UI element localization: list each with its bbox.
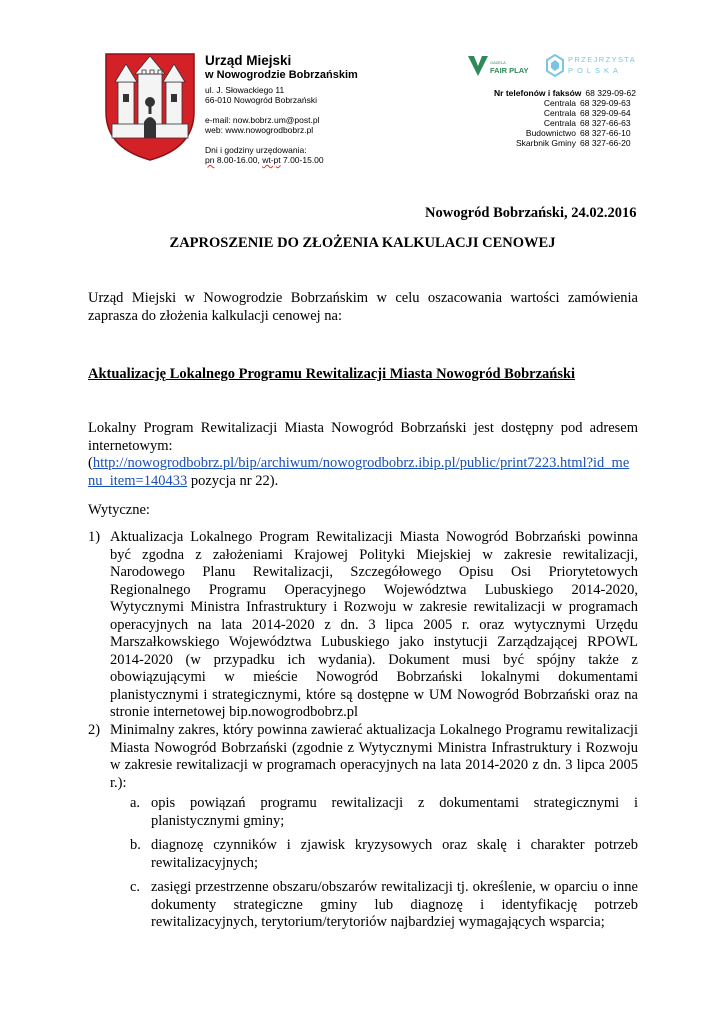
sub-item-text: opis powiązań programu rewitalizacji z dokumentami strategicznymi i planistycznymi gminy; xyxy=(151,795,638,829)
address-street: ul. J. Słowackiego 11 xyxy=(205,85,285,95)
phone-row xyxy=(496,98,636,108)
sub-item-letter: c. xyxy=(130,879,141,895)
hours-time-b: 7.00-15.00 xyxy=(280,155,324,165)
email-line[interactable]: e-mail: now.bobrz.um@post.pl xyxy=(205,115,320,125)
phone-row xyxy=(496,108,636,118)
fair-play-text: FAIR PLAY xyxy=(490,66,529,75)
phone-row xyxy=(496,128,636,138)
position-text: pozycja nr 22). xyxy=(187,472,279,489)
phone-label: Nr telefonów i faksów xyxy=(494,88,582,98)
web-line[interactable]: web: www.nowogrodbobrz.pl xyxy=(205,125,314,135)
item-number: 2) xyxy=(88,722,101,738)
phone-row xyxy=(496,138,636,148)
org-name: Urząd Miejski xyxy=(205,53,292,68)
sub-item-letter: b. xyxy=(130,837,141,853)
phone-number: 68 329-09-62 xyxy=(585,88,636,98)
phone-number: 68 327-66-10 xyxy=(580,128,631,138)
item-text: Aktualizacja Lokalnego Program Rewitalizacji Miasta Nowogród Bobrzański powinna być zgodna z założeniami Krajowej Polityki Miejskiej w zakresie rewitalizacji, Narodowego Planu Rewitalizacji, Szczegółowego Opisu Osi Priorytetowych Regionalnego Programu Operacyjnego Województwa Lubuskiego 2014-2020, Wytycznymi Ministra Infrastruktury i Rozwoju w zakresie rewitalizacji w programach operacyjnych na lata 2014-2020 z dn. 3 lipca 2005 r. oraz wytycznymi Urzędu Marszałkowskiego Województwa Lubuskiego jako instytucji Zarządzającej RPOWL 2014-2020 (w przypadku ich wydania). Dokument musi być spójny także z obowiązującymi w mieście Nowogród Bobrzański lokalnymi dokumentami planistycznymi i strategicznymi, które są dostępne w UM Nowogród Bobrzański oraz na stronie internetowej bip.nowogrodbobrz.pl xyxy=(110,529,638,720)
place-and-date: Nowogród Bobrzański, 24.02.2016 xyxy=(425,205,637,221)
guidelines-label: Wytyczne: xyxy=(88,502,150,518)
item-text: Minimalny zakres, który powinna zawierać aktualizacja Lokalnego Programu rewitalizacji Miasta Nowogród Bobrzański (zgodnie z Wytycznymi Ministra Infrastruktury i Rozwoju w zakresie rewitalizacji w programach operacyjnych na lata 2014-2020 z dn. 3 lipca 2005 r.): xyxy=(110,722,638,791)
phone-row xyxy=(496,118,636,128)
phone-list xyxy=(496,88,636,148)
phone-label: Budownictwo xyxy=(525,128,576,138)
phone-label: Centrala xyxy=(543,98,576,108)
sub-item-text: zasięgi przestrzenne obszaru/obszarów rewitalizacji tj. określenie, w oparciu o inne dokumenty strategiczne gminy lub diagnozę i identyfikację potrzeb rewitalizacyjnych, terytorium/terytoriów najbardziej wymagających wsparcia; xyxy=(151,879,638,930)
org-subtitle: w Nowogrodzie Bobrzańskim xyxy=(205,69,358,81)
phone-row xyxy=(496,88,636,98)
phone-number: 68 327-66-20 xyxy=(580,138,631,148)
item-number: 1) xyxy=(88,529,101,545)
phone-number: 68 327-66-63 xyxy=(580,118,631,128)
phone-label: Skarbnik Gminy xyxy=(516,138,576,148)
sub-item-letter: a. xyxy=(130,795,141,811)
availability-text: Lokalny Program Rewitalizacji Miasta Nowogród Bobrzański jest dostępny pod adresem internetowym: xyxy=(88,420,638,454)
office-hours-label: Dni i godziny urzędowania: xyxy=(205,145,307,155)
intro-paragraph: Urząd Miejski w Nowogrodzie Bobrzańskim w celu oszacowania wartości zamówienia zaprasza do złożenia kalkulacji cenowej na: xyxy=(88,290,638,324)
phone-label: Centrala xyxy=(543,108,576,118)
phone-number: 68 329-09-64 xyxy=(580,108,631,118)
availability-paragraph xyxy=(88,420,638,490)
phone-number: 68 329-09-63 xyxy=(580,98,631,108)
subject-line: Aktualizację Lokalnego Programu Rewitalizacji Miasta Nowogród Bobrzański xyxy=(88,366,576,382)
phone-label: Centrala xyxy=(543,118,576,128)
office-hours xyxy=(205,155,324,165)
hours-day-b: wt-pt xyxy=(262,155,281,165)
coat-of-arms-icon xyxy=(104,52,196,162)
program-link[interactable]: http://nowogrodbobrz.pl/bip/archiwum/nowogrodbobrz.ibip.pl/public/print7223.html?id_me xyxy=(92,455,630,471)
przejrzysta-text: PRZEJRZYSTA xyxy=(568,55,637,64)
paren-open: ( xyxy=(88,455,93,471)
hours-time-a: 8.00-16.00, xyxy=(214,155,263,165)
sub-item-text: diagnozę czynników i zjawisk kryzysowych oraz skalę i charakter potrzeb rewitalizacyjnych; xyxy=(151,837,638,871)
polska-text: POLSKA xyxy=(568,66,623,75)
program-link-cont[interactable]: nu_item=140433 xyxy=(88,472,188,489)
address-city: 66-010 Nowogród Bobrzański xyxy=(205,95,317,105)
fair-play-top-text: GAZELA xyxy=(490,60,506,65)
document-title: ZAPROSZENIE DO ZŁOŻENIA KALKULACJI CENOWEJ xyxy=(169,235,556,251)
hours-day-a: pn xyxy=(205,155,215,165)
